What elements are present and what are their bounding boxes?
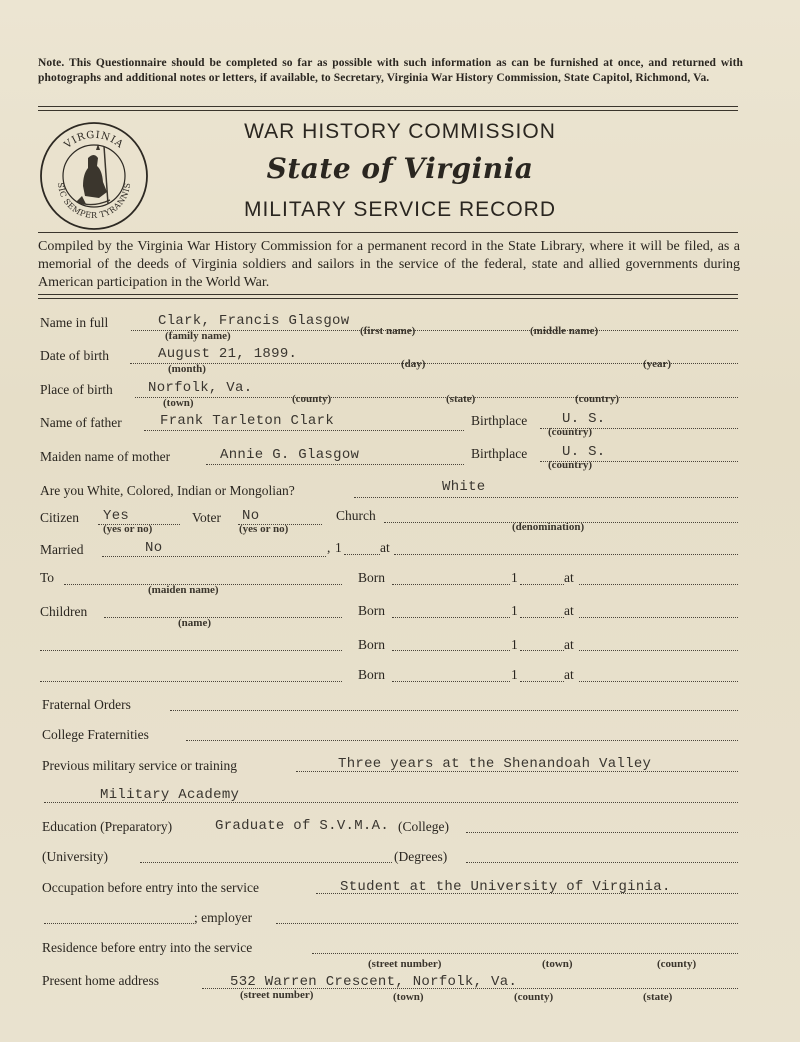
label-mother-birthplace: Birthplace [471,446,528,461]
married-at: at [380,540,390,555]
pob-line [135,397,738,398]
hint-yes-or-no: (yes or no) [103,523,153,535]
seal-top-text: VIRGINIA [62,129,126,151]
instruction-note: Note. This Questionnaire should be completed so far as possible with such information as can be furnished at once, and returned with photographs and additional notes or letters, if available, to Secretary, Virginia War History Commission, State Capitol, Richmond, Va. [38,57,743,84]
born-date-line [520,681,564,682]
occupation-line-2 [44,923,194,924]
born-at: at [564,603,574,618]
divider [38,298,738,299]
label-born: Born [358,637,385,652]
born-place-line [579,617,738,618]
born-one: 1 [511,570,518,585]
label-residence: Residence before entry into the service [42,940,253,955]
mother-birthplace-value: U. S. [562,444,606,460]
born-one: 1 [511,637,518,652]
hint-state: (state) [643,991,673,1003]
hint-first-name: (first name) [360,325,416,337]
service-value-1: Three years at the Shenandoah Valley [338,756,652,772]
hint-county: (county) [292,393,332,405]
label-married: Married [40,542,84,557]
residence-line [312,953,738,954]
label-education: Education (Preparatory) [42,819,173,834]
born-at: at [564,570,574,585]
race-value: White [442,479,486,495]
seal-bottom-text: SIC SEMPER TYRANNIS [55,182,133,221]
label-born: Born [358,603,385,618]
divider [38,110,738,111]
born-at: at [564,637,574,652]
label-occupation: Occupation before entry into the service [42,880,260,895]
hint-year: (year) [643,358,672,370]
dob-value: August 21, 1899. [158,346,298,362]
label-degrees: (Degrees) [394,849,448,864]
label-children: Children [40,604,88,619]
mother-line [206,464,464,465]
born-date-line [520,650,564,651]
label-university: (University) [42,849,108,864]
university-line [140,862,392,863]
divider [38,106,738,107]
hint-town: (town) [163,397,194,409]
father-birthplace-value: U. S. [562,411,606,427]
married-one: 1 [335,540,342,555]
label-college-fraternities: College Fraternities [42,727,149,742]
born-place-line [579,584,738,585]
hint-country: (country) [548,459,592,471]
label-name-of-father: Name of father [40,415,122,430]
born-line [392,584,510,585]
hint-middle-name: (middle name) [530,325,599,337]
child-line [40,681,342,682]
married-date-line [344,554,380,555]
divider [38,294,738,295]
born-one: 1 [511,603,518,618]
married-value: No [145,540,163,556]
service-value-2: Military Academy [100,787,240,803]
compiled-statement: Compiled by the Virginia War History Commission for a permanent record in the State Library, where it will be filed, as a memorial of the deeds of Virginia soldiers and sailors in the service of the federal, state and allied governments during American participation in the World War. [38,239,740,290]
occupation-value: Student at the University of Virginia. [340,879,671,895]
race-line [354,497,738,498]
pob-value: Norfolk, Va. [148,380,253,396]
born-place-line [579,650,738,651]
born-line [392,681,510,682]
label-fraternal-orders: Fraternal Orders [42,697,131,712]
born-place-line [579,681,738,682]
label-voter: Voter [192,510,221,525]
label-employer: ; employer [194,910,253,925]
hint-maiden-name: (maiden name) [148,584,219,596]
father-line [144,430,464,431]
child-line [104,617,342,618]
commission-title: WAR HISTORY COMMISSION [244,120,556,143]
record-title: MILITARY SERVICE RECORD [243,198,557,221]
full-name-value: Clark, Francis Glasgow [158,313,350,329]
born-one: 1 [511,667,518,682]
label-born: Born [358,667,385,682]
hint-family-name: (family name) [165,330,231,342]
born-date-line [520,584,564,585]
hint-denomination: (denomination) [512,521,585,533]
hint-country: (country) [548,426,592,438]
married-line [102,556,326,557]
education-value: Graduate of S.V.M.A. [215,818,390,834]
label-born: Born [358,570,385,585]
label-date-of-birth: Date of birth [40,348,109,363]
label-race-question: Are you White, Colored, Indian or Mongolian? [40,483,295,498]
divider [38,232,738,233]
hint-month: (month) [168,363,206,375]
fraternal-line [170,710,738,711]
mother-value: Annie G. Glasgow [220,447,360,463]
label-to: To [40,570,55,585]
hint-name: (name) [178,617,211,629]
label-church: Church [336,508,376,523]
label-college: (College) [398,819,449,834]
fraternities-line [186,740,738,741]
label-citizen: Citizen [40,510,79,525]
state-title: State of Virginia [266,152,534,185]
svg-text:VIRGINIA [62,130,126,152]
label-previous-service: Previous military service or training [42,758,237,773]
hint-street-number: (street number) [368,958,442,970]
employer-line [276,923,738,924]
virginia-seal-icon [38,120,150,232]
home-value: 532 Warren Crescent, Norfolk, Va. [230,974,518,990]
born-date-line [520,617,564,618]
hint-country: (country) [575,393,619,405]
voter-value: No [242,508,260,524]
hint-day: (day) [401,358,426,370]
born-line [392,617,510,618]
child-line [40,650,342,651]
label-maiden-name-mother: Maiden name of mother [40,449,171,464]
hint-state: (state) [446,393,476,405]
hint-street-number: (street number) [240,989,314,1001]
label-place-of-birth: Place of birth [40,382,113,397]
hint-town: (town) [393,991,424,1003]
born-line [392,650,510,651]
born-at: at [564,667,574,682]
degrees-line [466,862,738,863]
citizen-value: Yes [103,508,130,524]
hint-yes-or-no: (yes or no) [239,523,289,535]
college-line [466,832,738,833]
hint-county: (county) [657,958,697,970]
married-comma: , [327,540,331,555]
hint-county: (county) [514,991,554,1003]
label-father-birthplace: Birthplace [471,413,528,428]
label-present-home: Present home address [42,973,159,988]
married-place-line [394,554,738,555]
label-name-in-full: Name in full [40,315,109,330]
father-value: Frank Tarleton Clark [160,413,335,429]
hint-town: (town) [542,958,573,970]
